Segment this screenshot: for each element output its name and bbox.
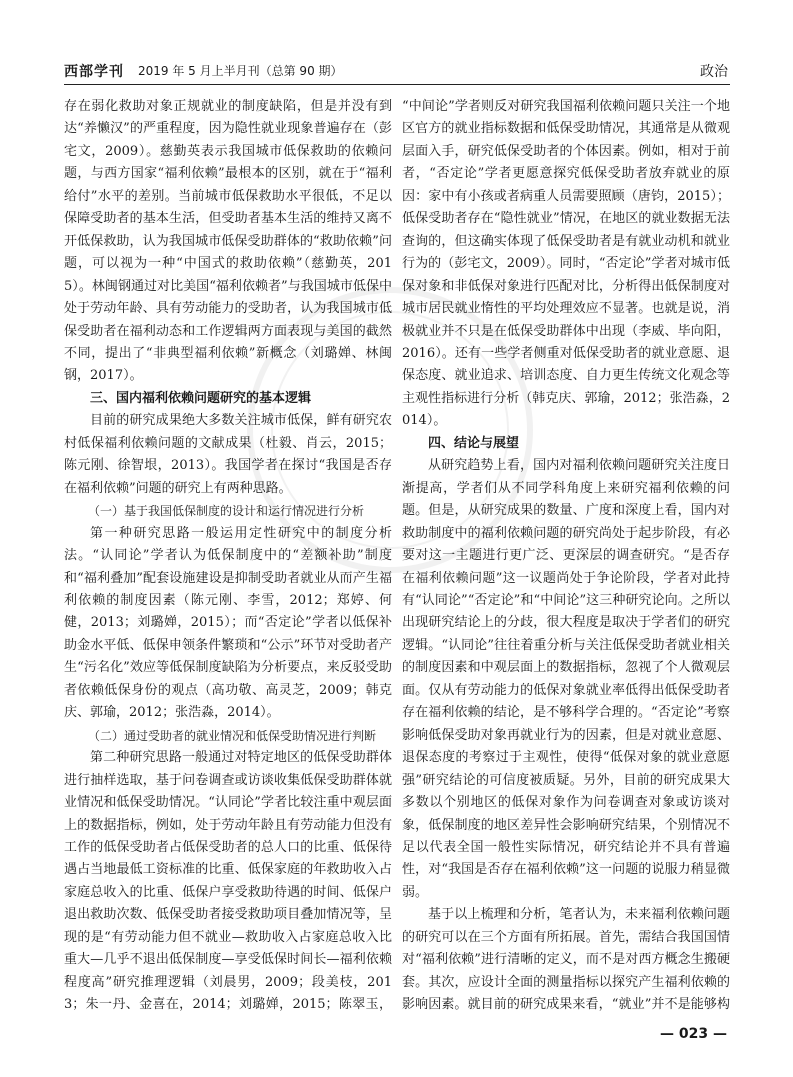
paragraph: 第二种研究思路一般通过对特定地区的低保受助群体进行抽样选取，基于问卷调查或访谈收集低保受助群体就业情况和低保受助情况。“认同论”学者比较注重中观层面上的数据指标，例如，处于劳动年龄且有劳动能力但没有工作的低保受助者占低保受助者的总人口的比重、低保待遇占当地最低工资标准的比重、低保家庭的年救助收入占家庭总收入的比重、低保户享受救助待遇的时间、低保户退出救助次数、低保受助者接受救助项目叠加情况等，呈现的是“有劳动能力但不就业—救助收入占家庭总收入比重大—几乎不退出低保制度—享受低保时间长—福利依赖程度高”研究推理逻辑（刘晨男，2009；段美枝，2013；朱一丹、金喜在，2014；刘璐婵，2015；陈翠玉，	[64, 750, 392, 1013]
running-header	[64, 58, 730, 82]
right-column	[402, 96, 730, 1018]
subsection-heading: （一）基于我国低保制度的设计和运行情况进行分析	[88, 504, 365, 519]
issue-info: 2019 年 5 月上半月刊（总第 90 期）	[138, 64, 343, 78]
section-label: 政治	[700, 64, 728, 80]
paragraph: 存在弱化救助对象正规就业的制度缺陷，但是并没有到达“养懒汉”的严重程度，因为隐性就业现象普遍存在（彭宅文，2009）。慈勤英表示我国城市低保救助的依赖问题，与西方国家“福利依赖”最根本的区别，就在于“福利给付”水平的差别。当前城市低保救助水平很低，不足以保障受助者的基本生活，但受助者基本生活的维持又离不开低保救助，认为我国城市低保受助群体的“救助依赖”问题，可以视为一种“中国式的救助依赖”（慈勤英，2015）。林闽钢通过对比美国“福利依赖者”与我国城市低保中处于劳动年龄、具有劳动能力的受助者，认为我国城市低保受助者在福利动态和工作逻辑两方面表现与美国的截然不同，提出了“非典型福利依赖”新概念（刘璐婵、林闽钢，2017）。	[64, 99, 392, 384]
section-heading: 三、国内福利依赖问题研究的基本逻辑	[90, 390, 312, 406]
page-number: — 023 —	[660, 1026, 727, 1042]
left-column	[64, 96, 392, 1018]
paragraph: 目前的研究成果绝大多数关注城市低保，鲜有研究农村低保福利依赖问题的文献成果（杜毅、肖云，2015；陈元刚、徐智垠，2013）。我国学者在探讨“我国是否存在福利依赖”问题的研究上有两种思路。	[64, 413, 392, 496]
header-rule	[64, 84, 730, 85]
journal-name: 西部学刊	[64, 64, 124, 80]
paragraph: 基于以上梳理和分析，笔者认为，未来福利依赖问题的研究可以在三个方面有所拓展。首先，需结合我国国情对“福利依赖”进行清晰的定义，而不是对西方概念生搬硬套。其次，应设计全面的测量指标以探究产生福利依赖的影响因素。就目前的研究成果来看，“就业”并不是能够构	[402, 907, 730, 1013]
paragraph: 从研究趋势上看，国内对福利依赖问题研究关注度日渐提高，学者们从不同学科角度上来研究福利依赖的问题。但是，从研究成果的数量、广度和深度上看，国内对救助制度中的福利依赖问题的研究尚处于起步阶段，有必要对这一主题进行更广泛、更深层的调查研究。“是否存在福利依赖问题”这一议题尚处于争论阶段，学者对此持有“认同论”“否定论”和“中间论”这三种研究论向。之所以出现研究结论上的分歧，很大程度是取决于学者们的研究逻辑。“认同论”往往着重分析与关注低保受助者就业相关的制度因素和中观层面上的数据指标，忽视了个人微观层面。仅从有劳动能力的低保对象就业率低得出低保受助者存在福利依赖的结论，是不够科学合理的。“否定论”考察影响低保受助对象再就业行为的因素，但是对就业意愿、退保态度的考察过于主观性，使得“低保对象的就业意愿强”研究结论的可信度被质疑。另外，目前的研究成果大多数以个别地区的低保对象作为问卷调查对象或访谈对象，低保制度的地区差异性会影响研究结果，个别情况不足以代表全国一般性实际情况，研究结论并不具有普遍性，对“我国是否存在福利依赖”这一问题的说服力稍显微弱。	[402, 458, 730, 900]
section-heading: 四、结论与展望	[428, 435, 520, 451]
subsection-heading: （二）通过受助者的就业情况和低保受助情况进行判断	[88, 728, 377, 743]
paragraph: “中间论”学者则反对研究我国福利依赖问题只关注一个地区官方的就业指标数据和低保受助情况，其通常是从微观层面入手，研究低保受助者的个体因素。例如，相对于前者，“否定论”学者更愿意探究低保受助者放弃就业的原因：家中有小孩或者病重人员需要照顾（唐钧，2015）；低保受助者存在“隐性就业”情况，在地区的就业数据无法查询的，但这确实体现了低保受助者是有就业动机和就业行为的（彭宅文，2009）。同时，“否定论”学者对城市低保对象和非低保对象进行匹配对比，分析得出低保制度对城市居民就业惰性的平均处理效应不显著。也就是说，消极就业并不只是在低保受助群体中出现（李威、毕向阳，2016）。还有一些学者侧重对低保受助者的就业意愿、退保态度、就业追求、培训态度、自力更生传统文化观念等主观性指标进行分析（韩克庆、郭瑜，2012；张浩淼，2014）。	[402, 99, 730, 429]
paragraph: 第一种研究思路一般运用定性研究中的制度分析法。“认同论”学者认为低保制度中的“差额补助”制度和“福利叠加”配套设施建设是抑制受助者就业从而产生福利依赖的制度因素（陈元刚、李雪，2012；郑婷、何健，2013；刘璐婵，2015）；而“否定论”学者以低保补助金水平低、低保申领条件繁琐和“公示”环节对受助者产生“污名化”效应等低保制度缺陷为分析要点，来反驳受助者依赖低保身份的观点（高功敬、高灵芝，2009；韩克庆、郭瑜，2012；张浩淼，2014）。	[64, 525, 392, 721]
